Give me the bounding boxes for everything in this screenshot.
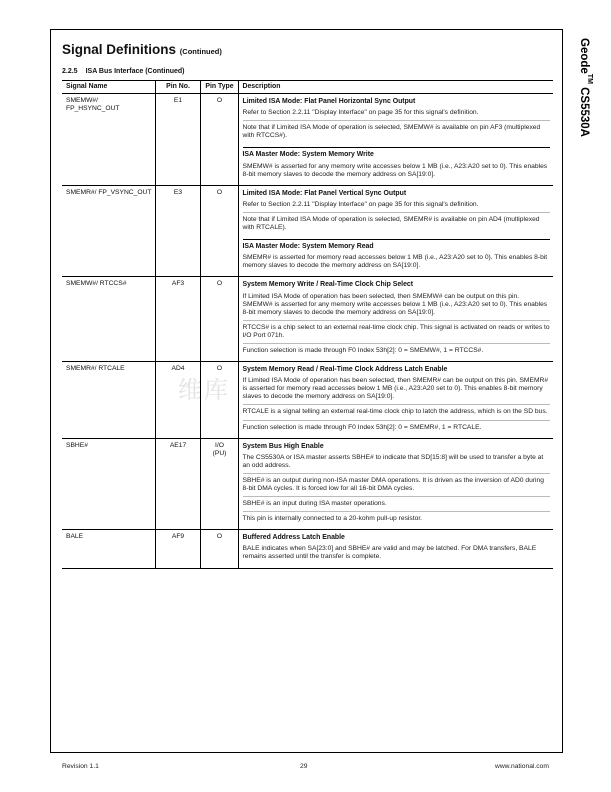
pin-number-cell: AF9 (155, 530, 200, 568)
description-paragraph: Function selection is made through F0 Index 53h[2]: 0 = SMEMR#, 1 = RTCALE. (243, 420, 551, 432)
pin-number-cell: AD4 (155, 362, 200, 439)
pin-number-cell: E3 (155, 185, 200, 277)
description-paragraph: SBHE# is an input during ISA master operations. (243, 496, 551, 508)
description-block (243, 364, 551, 437)
page-title-continued: (Continued) (179, 47, 222, 56)
description-paragraph: If Limited ISA Mode of operation has been selected, then SMEMR# can be output on this pin. SMEMR# is asserted for memory read accesses below 1 MB (i.e., A23:A20 set to 0). This enables 8-bit memory slaves to decode the memory address on SA[19:0]. (242, 377, 549, 401)
table-row (62, 185, 553, 277)
table-row (62, 438, 553, 530)
description-paragraph: Refer to Section 2.2.11 "Display Interface" on page 35 for this signal's definition. (242, 109, 479, 117)
description-cell (238, 362, 553, 439)
description-block (243, 188, 551, 237)
footer-url: www.national.com (495, 763, 549, 770)
watermark: 维库 (178, 376, 230, 404)
pin-number-cell: AE17 (155, 438, 200, 530)
description-paragraph: Refer to Section 2.2.11 "Display Interface" on page 35 for this signal's definition. (242, 200, 479, 208)
description-paragraph: Note that if Limited ISA Mode of operation is selected, SMEMW# is available on pin AF3 (multiplexed with RTCCS#). (243, 120, 551, 140)
side-product-title (577, 38, 593, 137)
pin-type-cell (200, 185, 238, 277)
pin-type-qualifier: (PU) (212, 449, 227, 457)
signal-name-cell: SMEMR#/ FP_VSYNC_OUT (62, 185, 155, 277)
description-paragraph: SMEMW# is asserted for any memory write accesses below 1 MB (i.e., A23:A20 set to 0). This enables 8-bit memory slaves to decode the memory address on SA[19:0]. (242, 162, 548, 178)
description-block (243, 96, 551, 145)
description-cell (238, 438, 553, 530)
description-heading: Buffered Address Latch Enable (242, 534, 345, 542)
footer-page-number: 29 (300, 763, 308, 770)
description-paragraph: If Limited ISA Mode of operation has been selected, then SMEMW# can be output on this pin. SMEMW# is asserted for any memory write accesses below 1 MB (i.e., A23:A20 set to 0). This enables 8-bit memory slaves to decode the memory address on SA[19:0]. (242, 292, 548, 316)
description-paragraph: RTCCS# is a chip select to an external real-time clock chip. This signal is activated on reads or writes to I/O Port 071h. (243, 320, 551, 340)
description-paragraph: Function selection is made through F0 Index 53h[2]: 0 = SMEMW#, 1 = RTCCS#. (243, 343, 551, 355)
description-paragraph: SBHE# is an output during non-ISA master DMA operations. It is driven as the inversion of AD0 during 8-bit DMA cycles. It is forced low for all 16-bit DMA cycles. (243, 473, 551, 493)
description-paragraph: RTCALE is a signal telling an external real-time clock chip to latch the address, which is on the SD bus. (243, 404, 551, 416)
pin-type-cell (200, 530, 238, 568)
table-header-row (62, 81, 553, 94)
pin-type-value: O (216, 533, 223, 541)
pin-number-cell: E1 (155, 94, 200, 186)
pin-type-cell (200, 362, 238, 439)
header-description: Description (238, 81, 553, 94)
table-row (62, 277, 553, 362)
header-pin-no: Pin No. (155, 81, 200, 94)
description-block (243, 532, 551, 566)
description-heading: System Memory Write / Real-Time Clock Chip Select (242, 281, 414, 289)
description-block (243, 147, 551, 183)
description-heading: Limited ISA Mode: Flat Panel Vertical Sync Output (242, 189, 407, 197)
table-row (62, 530, 553, 568)
pin-type-value: O (216, 280, 223, 288)
description-heading: ISA Master Mode: System Memory Write (242, 151, 374, 159)
signal-name-cell: SBHE# (62, 438, 155, 530)
table-row (62, 362, 553, 439)
description-paragraph: Note that if Limited ISA Mode of operation is selected, SMEMR# is available on pin AD4 (multiplexed with RTCALE). (243, 212, 551, 232)
trademark-mark: TM (586, 73, 593, 84)
product-name: CS5530A (578, 87, 591, 137)
description-cell (238, 277, 553, 362)
page-title-main: Signal Definitions (62, 42, 177, 57)
header-pin-type: Pin Type (200, 81, 238, 94)
description-heading: System Memory Read / Real-Time Clock Address Latch Enable (242, 366, 448, 374)
description-cell (238, 185, 553, 277)
signal-name-cell: SMEMW#/ RTCCS# (62, 277, 155, 362)
header-signal-name: Signal Name (62, 81, 155, 94)
signal-name-cell: SMEMR#/ RTCALE (62, 362, 155, 439)
pin-type-cell (200, 277, 238, 362)
section-title: ISA Bus Interface (Continued) (85, 68, 185, 75)
pin-type-value: O (216, 188, 223, 196)
signal-name-cell: BALE (62, 530, 155, 568)
description-cell (238, 94, 553, 186)
description-block (243, 279, 551, 360)
brand-name: Geode (578, 38, 591, 74)
pin-type-value: O (216, 365, 223, 373)
description-block (243, 239, 551, 275)
pin-number-cell: AF3 (155, 277, 200, 362)
section-heading (62, 68, 185, 75)
description-block (243, 441, 551, 529)
description-heading: Limited ISA Mode: Flat Panel Horizontal Sync Output (242, 98, 416, 106)
pin-type-value: I/O (215, 441, 224, 449)
table-row (62, 94, 553, 186)
pin-type-cell (200, 438, 238, 530)
table-body (62, 94, 553, 568)
description-cell (238, 530, 553, 568)
page-title (62, 42, 222, 57)
description-paragraph: This pin is internally connected to a 20-kohm pull-up resistor. (243, 511, 551, 523)
description-heading: System Bus High Enable (242, 442, 324, 450)
description-heading: ISA Master Mode: System Memory Read (242, 243, 374, 251)
signal-table (62, 80, 553, 569)
section-number: 2.2.5 (62, 68, 78, 75)
signal-name-cell: SMEMW#/ FP_HSYNC_OUT (62, 94, 155, 186)
description-paragraph: SMEMR# is asserted for memory read accesses below 1 MB (i.e., A23:A20 set to 0). This enables 8-bit memory slaves to decode the memory address on SA[19:0]. (242, 254, 548, 270)
pin-type-cell (200, 94, 238, 186)
footer-revision: Revision 1.1 (62, 763, 99, 770)
description-paragraph: The CS5530A or ISA master asserts SBHE# to indicate that SD[15:8] will be used to transfer a byte at an odd address. (242, 453, 544, 469)
pin-type-value: O (216, 97, 223, 105)
description-paragraph: BALE indicates when SA[23:0] and SBHE# are valid and may be latched. For DMA transfers, BALE remains asserted until the transfer is complete. (242, 545, 537, 561)
